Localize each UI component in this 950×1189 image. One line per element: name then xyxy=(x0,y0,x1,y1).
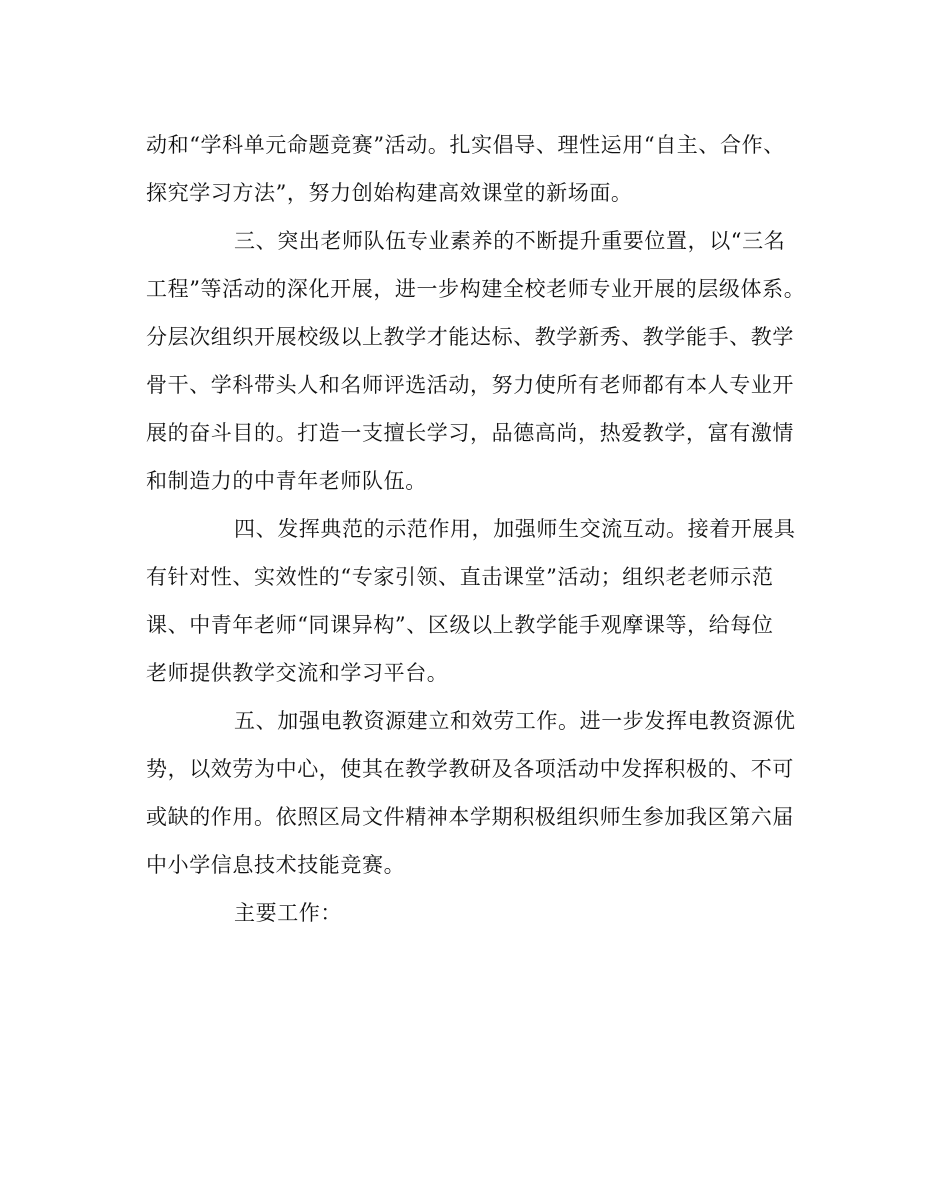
text-line-11: 课、中青年老师“同课异构”、区级以上教学能手观摩课等，给每位 xyxy=(146,613,774,637)
text-line-5: 分层次组织开展校级以上教学才能达标、教学新秀、教学能手、教学 xyxy=(146,325,794,349)
paragraph-four-start: 四、发挥典范的示范作用，加强师生交流互动。接着开展具 xyxy=(234,517,796,541)
text-line-14: 势，以效劳为中心，使其在教学教研及各项活动中发挥积极的、不可 xyxy=(146,757,794,781)
text-line-8: 和制造力的中青年老师队伍。 xyxy=(146,469,427,493)
text-line-7: 展的奋斗目的。打造一支擅长学习，品德高尚，热爱教学，富有激情 xyxy=(146,421,794,445)
main-work-heading: 主要工作： xyxy=(234,901,342,925)
text-line-15: 或缺的作用。依照区局文件精神本学期积极组织师生参加我区第六届 xyxy=(146,805,794,829)
text-line-4: 工程”等活动的深化开展，进一步构建全校老师专业开展的层级体系。 xyxy=(146,277,806,301)
text-line-12: 老师提供教学交流和学习平台。 xyxy=(146,661,449,685)
text-line-1: 动和“学科单元命题竞赛”活动。扎实倡导、理性运用“自主、合作、 xyxy=(146,133,785,157)
text-line-6: 骨干、学科带头人和名师评选活动，努力使所有老师都有本人专业开 xyxy=(146,373,794,397)
paragraph-five-start: 五、加强电教资源建立和效劳工作。进一步发挥电教资源优 xyxy=(234,709,796,733)
text-line-10: 有针对性、实效性的“专家引领、直击课堂”活动；组织老老师示范 xyxy=(146,565,774,589)
paragraph-three-start: 三、突出老师队伍专业素养的不断提升重要位置，以“三名 xyxy=(234,229,786,253)
text-line-16: 中小学信息技术技能竞赛。 xyxy=(146,853,406,877)
text-line-2: 探究学习方法”，努力创始构建高效课堂的新场面。 xyxy=(146,181,633,205)
